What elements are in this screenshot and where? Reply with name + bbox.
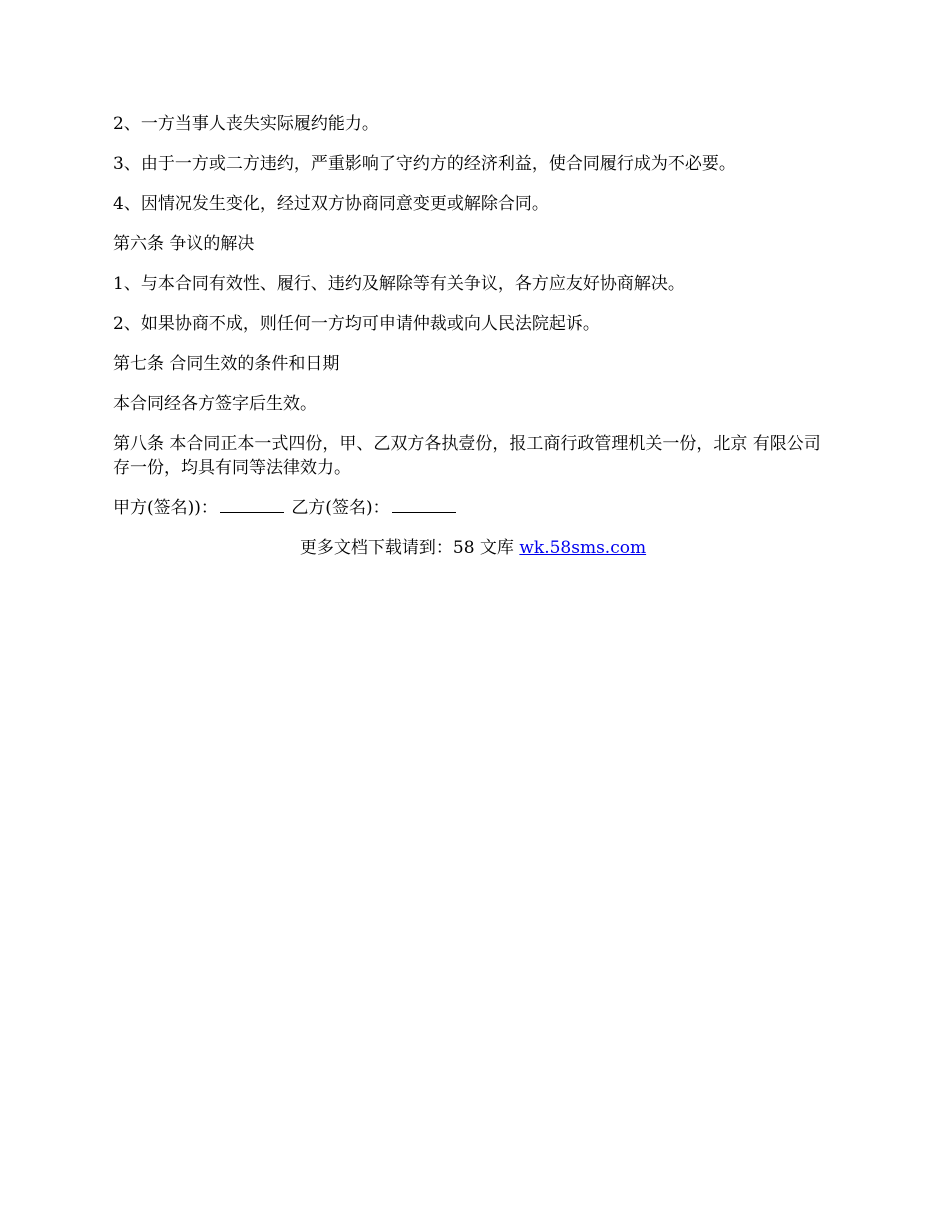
clause-paragraph: 4、因情况发生变化，经过双方协商同意变更或解除合同。 [113, 194, 549, 214]
download-footer [113, 536, 833, 560]
article-heading: 第七条 合同生效的条件和日期 [113, 354, 340, 374]
clause-paragraph: 2、如果协商不成，则任何一方均可申请仲裁或向人民法院起诉。 [113, 314, 600, 334]
clause-paragraph: 2、一方当事人丧失实际履约能力。 [113, 114, 379, 134]
document-page [113, 112, 833, 560]
clause-paragraph: 3、由于一方或二方违约，严重影响了守约方的经济利益，使合同履行成为不必要。 [113, 154, 736, 174]
footer-link[interactable]: wk.58sms.com [519, 538, 647, 558]
article-paragraph: 第八条 本合同正本一式四份，甲、乙双方各执壹份，报工商行政管理机关一份，北京 有限公司存一份，均具有同等法律效力。 [113, 434, 821, 478]
signature-line [113, 496, 833, 520]
footer-text: 更多文档下载请到：58 文库 [299, 538, 520, 558]
article-heading: 第六条 争议的解决 [113, 234, 255, 254]
clause-paragraph: 1、与本合同有效性、履行、违约及解除等有关争议，各方应友好协商解决。 [113, 274, 685, 294]
party-a-signature-blank [220, 496, 284, 513]
party-b-signature-label: 乙方(签名)： [291, 498, 390, 518]
clause-paragraph: 本合同经各方签字后生效。 [113, 394, 317, 414]
party-b-signature-blank [392, 496, 456, 513]
party-a-signature-label: 甲方(签名))： [113, 498, 218, 518]
